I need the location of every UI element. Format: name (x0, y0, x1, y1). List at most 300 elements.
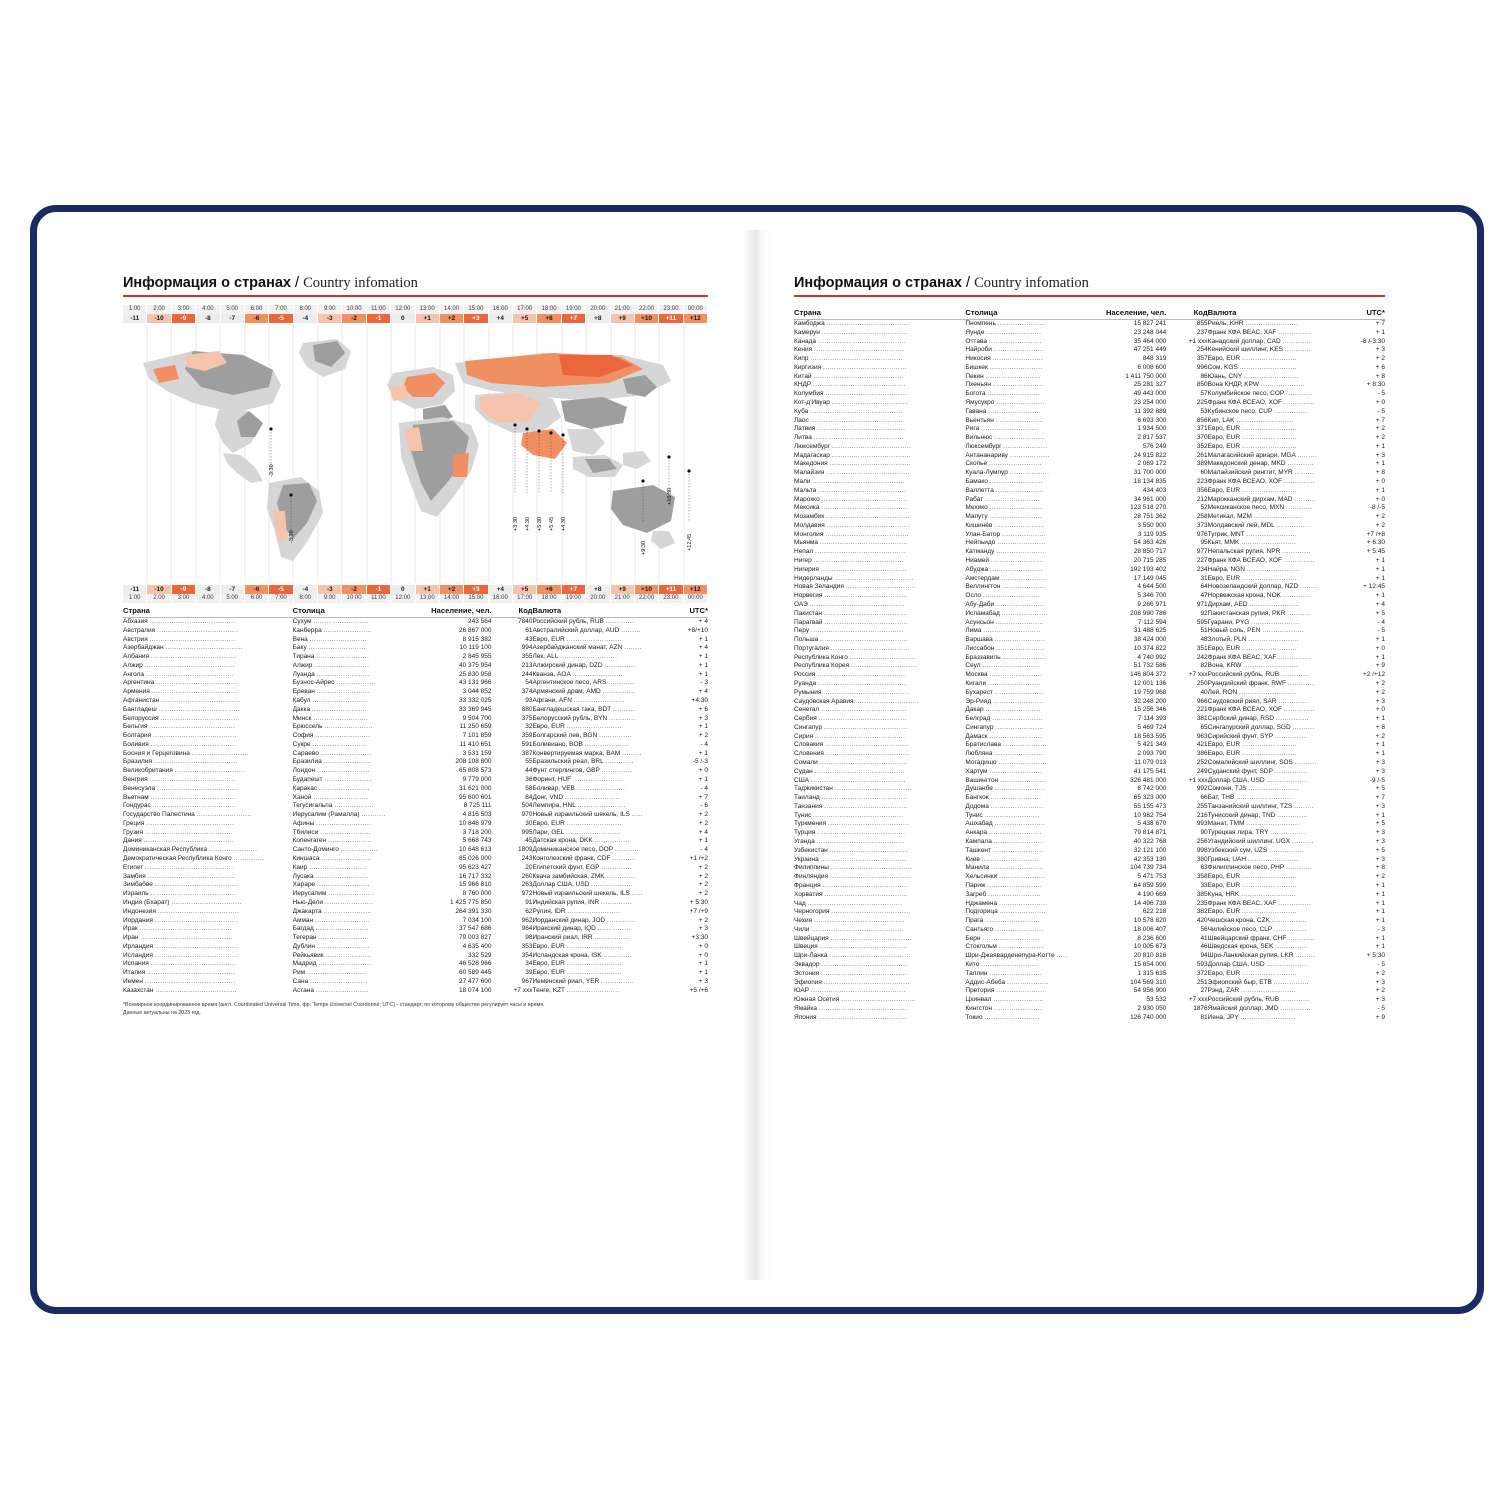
cell-utc: + 2 (698, 863, 708, 871)
cell-code: 40 (1200, 688, 1208, 696)
cell-currency: Руандийский франк, RWF ............ (1207, 679, 1315, 687)
cell-capital: Бамако ........................ (965, 478, 1043, 485)
cell-capital: Найроби ....................... (965, 346, 1045, 354)
cell-currency: Кенийский шиллинг, KES ............ (1207, 346, 1312, 354)
cell-capital: Дакка ......................... (292, 705, 368, 713)
timezone-offset-cell: -6 (245, 314, 269, 323)
table-row (123, 776, 708, 785)
cell-population: 126 740 000 (1130, 1013, 1167, 1021)
timezone-hour-cell: 21:00 (611, 305, 635, 314)
cell-country: Киргизия ...................................... (794, 363, 907, 371)
cell-capital: Абу-Даби ...................... (965, 600, 1045, 608)
cell-capital: Братислава .................... (965, 741, 1047, 749)
cell-code: 57 (1200, 390, 1208, 398)
cell-utc: + 1 (1375, 943, 1385, 951)
timezone-offset-cell: -6 (245, 585, 269, 594)
cell-capital: Сеул .......................... (965, 662, 1040, 670)
cell-population: 18 006 407 (1133, 925, 1167, 933)
cell-population: 26 867 000 (458, 626, 492, 634)
table-row (123, 732, 708, 741)
cell-country: Хорватия ...................................... (794, 890, 909, 898)
cell-currency: Малагасийский ариари, MGA ......... (1207, 451, 1318, 459)
cell-currency: Рупия, IDR ........................ (532, 907, 621, 915)
cell-country: Венесуэла ..................................... (123, 784, 239, 792)
cell-currency: Франк КФА ВЕАС, XAF ............... (1207, 899, 1312, 907)
timezone-offset-cell: +3 (464, 585, 488, 594)
cell-currency: Евро, EUR ......................... (532, 969, 622, 977)
cell-population: 47 251 449 (1133, 346, 1167, 354)
cell-population: 8 760 000 (462, 890, 492, 898)
table-body-left (123, 617, 708, 995)
cell-capital: Тирана ........................ (292, 653, 370, 661)
table-row (794, 434, 1385, 443)
cell-country: Азербайджан ................................... (123, 644, 243, 652)
cell-population: 9 266 971 (1137, 600, 1167, 608)
cell-utc: + 4 (1375, 600, 1385, 608)
cell-population: 2 069 172 (1137, 460, 1167, 468)
cell-population: 2 930 050 (1137, 1004, 1167, 1012)
cell-population: 17 149 045 (1133, 574, 1167, 582)
table-row (794, 364, 1385, 373)
table-row (794, 926, 1385, 935)
col-code-right: Код (1166, 305, 1207, 320)
cell-capital: Киев .......................... (965, 855, 1040, 863)
cell-capital: Варшава ....................... (965, 636, 1046, 644)
cell-country: ОАЭ ........................................... (794, 600, 905, 608)
table-row (794, 601, 1385, 610)
cell-country: Иордания ...................................... (123, 916, 239, 924)
cell-capital: Прага ......................... (965, 917, 1041, 925)
cell-population: 2 817 537 (1137, 434, 1167, 442)
cell-utc: -8 /-5 (1369, 504, 1385, 512)
table-row (794, 372, 1385, 381)
cell-code: 856 (1196, 416, 1208, 424)
cell-population: 31 700 000 (1133, 469, 1167, 477)
cell-country: Финляндия ..................................... (794, 873, 912, 881)
timezone-offset-cell: -11 (123, 314, 147, 323)
cell-utc: + 7 (1375, 416, 1385, 424)
cell-population: 16 717 332 (458, 872, 492, 880)
cell-utc: - 6 (700, 802, 708, 810)
cell-country: ЮАР ........................................... (794, 987, 906, 995)
cell-code: 223 (1196, 478, 1208, 485)
table-row (123, 802, 708, 811)
cell-code: 375 (521, 714, 533, 722)
table-row (794, 776, 1385, 785)
cell-currency: Эфиопский быр, ETB ................ (1207, 978, 1309, 986)
table-row (794, 785, 1385, 794)
cell-capital: Оттава ........................ (965, 337, 1042, 345)
timezone-offset-cell: +6 (537, 585, 561, 594)
timezone-hour-cell: 4:00 (196, 305, 220, 314)
cell-currency: Белорусский рубль, BYN ............ (532, 714, 636, 722)
timezone-hour-cell: 9:00 (318, 594, 342, 603)
cell-utc: + 1 (1375, 653, 1385, 661)
cell-country: Алжир ......................................... (123, 661, 235, 669)
cell-population: 1 315 635 (1137, 969, 1167, 977)
table-row (123, 644, 708, 653)
table-row (123, 872, 708, 881)
cell-currency: Гуарани, PYG ...................... (1207, 618, 1300, 626)
cell-country: Куба .......................................... (794, 407, 903, 415)
cell-population: 28 850 717 (1133, 548, 1167, 556)
cell-population: 6 008 600 (1137, 363, 1167, 371)
cell-utc: + 3 (698, 925, 708, 933)
cell-currency: Бат, THB .......................... (1207, 794, 1294, 802)
cell-population: 3 044 852 (462, 688, 492, 696)
cell-currency: Суданский фунт, SDP ............... (1207, 767, 1308, 775)
table-row (123, 907, 708, 916)
cell-currency: Чешская крона, CZK ................ (1207, 917, 1308, 925)
table-row (123, 697, 708, 706)
cell-currency: Франк КФА ВСЕАО, XOF .............. (1207, 706, 1315, 714)
cell-utc: + 0 (1375, 706, 1385, 714)
cell-population: 95 600 601 (458, 793, 492, 801)
cell-population: 41 175 541 (1133, 767, 1167, 775)
cell-code: 65 (1200, 723, 1208, 731)
cell-utc: +1 /+2 (689, 855, 708, 863)
cell-country: Эфиопия ....................................... (794, 978, 910, 986)
cell-utc: + 6 (1375, 363, 1385, 371)
cell-country: Босния и Герцеговина .......................... (123, 749, 249, 757)
table-row (123, 951, 708, 960)
table-row (123, 881, 708, 890)
cell-utc: + 0 (698, 942, 708, 950)
cell-capital: Бухарест ...................... (965, 688, 1044, 696)
timezone-offsets-bottom (123, 585, 708, 594)
timezone-hour-cell: 16:00 (489, 305, 513, 314)
timezone-hour-cell: 18:00 (537, 594, 561, 603)
cell-capital: Вьентьян ...................... (965, 416, 1045, 424)
cell-country: Грузия ........................................ (123, 828, 234, 836)
cell-currency: Евро, EUR ......................... (1207, 873, 1297, 881)
cell-currency: Франк КФА ВСЕАО, XOF .............. (1207, 557, 1315, 565)
table-row (794, 548, 1385, 557)
cell-code: 250 (1196, 679, 1208, 687)
cell-utc: +4:30 (691, 696, 708, 704)
timezone-hour-cell: 13:00 (416, 594, 440, 603)
cell-population: 8 915 382 (462, 635, 492, 643)
timezone-hour-cell: 1:00 (123, 594, 147, 603)
timezone-hour-cell: 14:00 (440, 594, 464, 603)
cell-country: Боливия ....................................... (123, 740, 237, 748)
cell-capital: Каир .......................... (292, 863, 367, 871)
timezone-offset-cell: -10 (147, 314, 171, 323)
cell-code: 63 (1200, 864, 1208, 872)
timezone-offset-cell: +9 (611, 585, 635, 594)
cell-country: Албания ....................................... (123, 653, 237, 661)
cell-population: 4 190 669 (1137, 890, 1167, 898)
cell-population: 37 547 686 (458, 925, 492, 933)
timezone-offset-cell: -4 (294, 314, 318, 323)
cell-capital: Нджамена ...................... (965, 899, 1048, 907)
cell-population: 65 808 573 (458, 767, 492, 775)
table-header-row-right (794, 305, 1385, 320)
timezone-offset-cell: 0 (391, 585, 415, 594)
cell-country: Израиль ....................................... (123, 890, 237, 898)
cell-code: 595 (1196, 618, 1208, 626)
cell-country: Мозамбик ...................................... (794, 513, 910, 521)
cell-code: 98 (525, 934, 533, 942)
cell-code: 47 (1200, 592, 1208, 600)
map-landmass-south-america (267, 477, 323, 561)
col-code: Код (492, 603, 533, 618)
cell-country: Великобритания ................................ (123, 767, 246, 775)
cell-utc: -5 /-3 (692, 758, 708, 766)
timezone-offset-cell: +4 (489, 585, 513, 594)
col-population-right: Население, чел. (1072, 305, 1167, 320)
cell-country: Аргентина ..................................... (123, 679, 238, 687)
cell-code: 252 (1196, 759, 1208, 766)
cell-utc: - 5 (1377, 1004, 1385, 1012)
footnote-line-1: *Всемирное координированное время (англ. Coordinated Universal Time, фр. Temps Universel Coordonné; UTC) - стандарт, по которому общество регулирует часы и время. (123, 1002, 545, 1009)
cell-population: 434 403 (1142, 486, 1167, 494)
cell-population: 34 961 000 (1133, 495, 1167, 503)
cell-utc: + 0 (1375, 478, 1385, 485)
cell-population: 10 119 100 (459, 644, 492, 652)
cell-population: 54 956 900 (1133, 987, 1167, 995)
cell-utc: + 2 (1375, 987, 1385, 995)
cell-code: 62 (525, 907, 533, 915)
cell-capital: Ниамей ........................ (965, 557, 1044, 565)
cell-code: 53 (1200, 407, 1208, 415)
table-row (123, 723, 708, 732)
table-row (794, 715, 1385, 724)
cell-country: Вьетнам ....................................... (123, 793, 237, 801)
cell-capital: Санто-Доминго ................. (292, 846, 379, 854)
cell-country: Парагвай ...................................... (794, 618, 909, 626)
cell-currency: Донг, VND ......................... (532, 793, 621, 801)
cell-country: Гондурас ...................................... (123, 802, 237, 810)
cell-population: 104 739 734 (1130, 864, 1167, 872)
table-row (123, 925, 708, 934)
cell-utc: + 3 (698, 714, 708, 722)
cell-population: 5 438 670 (1137, 820, 1167, 828)
cell-capital: Скопье ........................ (965, 460, 1042, 468)
cell-code: 244 (521, 670, 533, 678)
cell-code: 256 (1196, 838, 1208, 846)
cell-code: 504 (521, 802, 533, 810)
cell-capital: Вена .......................... (292, 635, 367, 643)
timezone-offset-cell: -10 (147, 585, 171, 594)
cell-code: 58 (525, 784, 533, 792)
cell-currency: Исландская крона, ISK ............. (532, 951, 633, 959)
timezone-hour-cell: 20:00 (586, 305, 610, 314)
title-rule-right (794, 295, 1385, 297)
cell-country: Абхазия ....................................... (123, 617, 236, 625)
cell-capital: Лима .......................... (965, 627, 1041, 635)
cell-population: 7 114 393 (1137, 715, 1167, 723)
cell-code: 371 (1196, 425, 1208, 433)
cell-country: Йемен ......................................... (123, 977, 236, 985)
cell-code: 962 (521, 916, 533, 924)
cell-country: Руанда ........................................ (794, 679, 907, 687)
cell-population: 42 353 130 (1133, 855, 1167, 863)
cell-capital: Сингапур ...................... (965, 723, 1044, 731)
cell-capital: Токио ......................... (965, 1013, 1040, 1021)
timezone-offset-cell: +7 (562, 314, 586, 323)
cell-utc: + 9 (1375, 1013, 1385, 1021)
cell-country: Колумбия ...................................... (794, 390, 910, 398)
cell-currency: Форинт, HUF ....................... (532, 776, 624, 783)
cell-population: 95 623 427 (458, 863, 492, 871)
cell-utc: + 5:45 (1366, 548, 1385, 556)
cell-currency: Тугрик, MNT ....................... (1207, 530, 1298, 538)
cell-currency: Квача замбийская, ZMK ............. (532, 872, 636, 880)
timezone-hour-cell: 8:00 (294, 594, 318, 603)
cell-code: 591 (521, 740, 533, 748)
table-row (794, 1013, 1385, 1022)
cell-country: Мексика ....................................... (794, 504, 908, 512)
cell-code: 260 (521, 872, 533, 880)
timezone-hour-cell: 3:00 (172, 305, 196, 314)
cell-currency: Конвертируемая марка, BAM ......... (532, 749, 642, 757)
cell-capital: Канберра ...................... (292, 626, 373, 634)
cell-code: 855 (1196, 319, 1208, 327)
cell-capital: Анкара ........................ (965, 829, 1042, 837)
cell-currency: Новый израильский шекель, ILS ..... (532, 811, 643, 819)
cell-capital: Шри-Джаяварденепура-Котте ..... (965, 952, 1068, 960)
cell-code: 353 (521, 942, 533, 950)
table-row (794, 355, 1385, 364)
cell-code: 370 (1196, 434, 1208, 442)
cell-utc: + 2 (1375, 434, 1385, 442)
cell-population: 7 101 859 (462, 732, 492, 740)
cell-utc: + 4 (698, 644, 708, 652)
cell-capital: Асунсьон ...................... (965, 618, 1044, 626)
svg-text:+5:45: +5:45 (549, 516, 555, 531)
cell-population: 192 193 402 (1130, 565, 1167, 573)
cell-currency: Куна, HRK ......................... (1207, 890, 1297, 898)
cell-capital: Куала-Лумпур .................. (965, 469, 1050, 477)
cell-utc: + 2 (1375, 513, 1385, 521)
table-row (794, 943, 1385, 952)
cell-currency: Алжирский динар, DZD .............. (532, 661, 636, 669)
cell-capital: Берн .......................... (965, 934, 1040, 942)
cell-population: 10 648 613 (458, 846, 492, 854)
cell-country: Эквадор ....................................... (794, 960, 908, 968)
cell-country: Греция ........................................ (123, 819, 235, 827)
cell-capital: Улан-Батор .................... (965, 530, 1047, 538)
cell-country: Иран .......................................... (123, 934, 233, 942)
cell-utc: +7 /+8 (1366, 530, 1385, 538)
cell-capital: Цхинвал ....................... (965, 996, 1045, 1004)
timezone-hour-cell: 6:00 (245, 305, 269, 314)
cell-capital: Тунис ......................... (965, 811, 1040, 819)
cell-capital: Астана ........................ (292, 986, 369, 994)
cell-code: 593 (1196, 960, 1208, 968)
cell-utc: + 1 (1375, 811, 1385, 819)
cell-capital: Вашингтон ..................... (965, 776, 1047, 784)
cell-code: 43 (525, 635, 533, 643)
cell-code: 51 (1200, 627, 1208, 635)
map-landmass-southeast-asia (573, 451, 651, 477)
table-row (123, 969, 708, 978)
cell-utc: + 3 (1375, 697, 1385, 705)
cell-capital: Кампала ....................... (965, 838, 1045, 846)
cell-capital: Рейкьявик ..................... (292, 951, 372, 959)
cell-population: 6 693 300 (1137, 416, 1167, 424)
timezone-offset-cell: -1 (367, 585, 391, 594)
cell-population: 54 363 426 (1133, 539, 1167, 547)
table-row (794, 688, 1385, 697)
cell-utc: + 8 (1375, 372, 1385, 380)
cell-country: США ........................................... (794, 776, 906, 784)
cell-population: 11 410 651 (459, 740, 492, 748)
table-row (123, 635, 708, 644)
cell-population: 3 550 900 (1137, 521, 1167, 529)
cell-population: 264 391 330 (455, 907, 492, 915)
cell-population: 85 026 000 (458, 855, 492, 863)
cell-population: 5 668 743 (462, 837, 492, 845)
cell-country: Республика Конго .............................. (794, 653, 916, 661)
cell-capital: Абуджа ........................ (965, 565, 1043, 573)
cell-population: 576 249 (1142, 442, 1167, 450)
cell-country: Чили .......................................... (794, 925, 904, 933)
cell-capital: Кишинёв ....................... (965, 521, 1045, 529)
cell-utc: + 7 (698, 793, 708, 801)
cell-currency: Канадский доллар, CAD ............. (1207, 337, 1312, 345)
cell-country: Люксембург .................................... (794, 442, 912, 450)
timezone-hour-cell: 9:00 (318, 305, 342, 314)
cell-population: 18 074 100 (458, 986, 492, 994)
cell-capital: Нейпьидо ...................... (965, 539, 1046, 547)
cell-utc: + 1 (698, 749, 708, 757)
cell-population: 2 093 790 (1137, 750, 1167, 758)
cell-population: 33 369 945 (458, 705, 492, 713)
cell-code: 254 (1196, 346, 1208, 354)
cell-capital: Стокгольм ..................... (965, 943, 1045, 951)
table-row (794, 873, 1385, 882)
cell-code: 242 (1196, 653, 1208, 661)
table-row (794, 346, 1385, 355)
cell-utc: - 4 (700, 784, 708, 792)
cell-capital: Афины ......................... (292, 819, 372, 827)
cell-population: 53 532 (1146, 996, 1167, 1004)
cell-utc: + 1 (1375, 592, 1385, 600)
cell-currency: Франк КФА ВЕАС, XAF ............... (1207, 653, 1312, 661)
cell-code: 94 (1200, 952, 1208, 960)
cell-population: 5 346 700 (1137, 592, 1167, 600)
cell-country: Молдавия ...................................... (794, 521, 911, 529)
timezone-hour-cell: 11:00 (367, 594, 391, 603)
cell-currency: Шри-Ланкийская рупия, LKR ......... (1207, 952, 1316, 960)
cell-country: Китай ......................................... (794, 372, 904, 380)
table-row (794, 899, 1385, 908)
cell-country: Уганда ........................................ (794, 838, 905, 846)
cell-capital: Брюссель ...................... (292, 723, 373, 731)
table-row (794, 978, 1385, 987)
cell-code: 216 (1196, 811, 1208, 819)
cell-currency: Конголезский франк, CDF ........... (532, 855, 637, 863)
cell-code: 90 (1200, 829, 1208, 837)
cell-utc: + 3 (1375, 978, 1385, 986)
cell-code: 356 (1196, 486, 1208, 494)
cell-country: Швеция ........................................ (794, 943, 908, 951)
cell-utc: +5 /+6 (689, 986, 708, 994)
cell-capital: Яунде ......................... (965, 328, 1042, 336)
col-country: Страна (123, 603, 293, 618)
timezone-hour-cell: 10:00 (342, 594, 366, 603)
table-row (123, 986, 708, 995)
table-row (123, 890, 708, 899)
cell-utc: + 5 (1375, 846, 1385, 854)
cell-population: 60 589 445 (458, 969, 492, 977)
cell-currency: Вона КНДР, KPW .................... (1207, 381, 1305, 389)
cell-capital: Копенгаген .................... (292, 837, 372, 845)
cell-country: Армения ....................................... (123, 688, 238, 696)
timezone-offset-cell: -1 (367, 314, 391, 323)
